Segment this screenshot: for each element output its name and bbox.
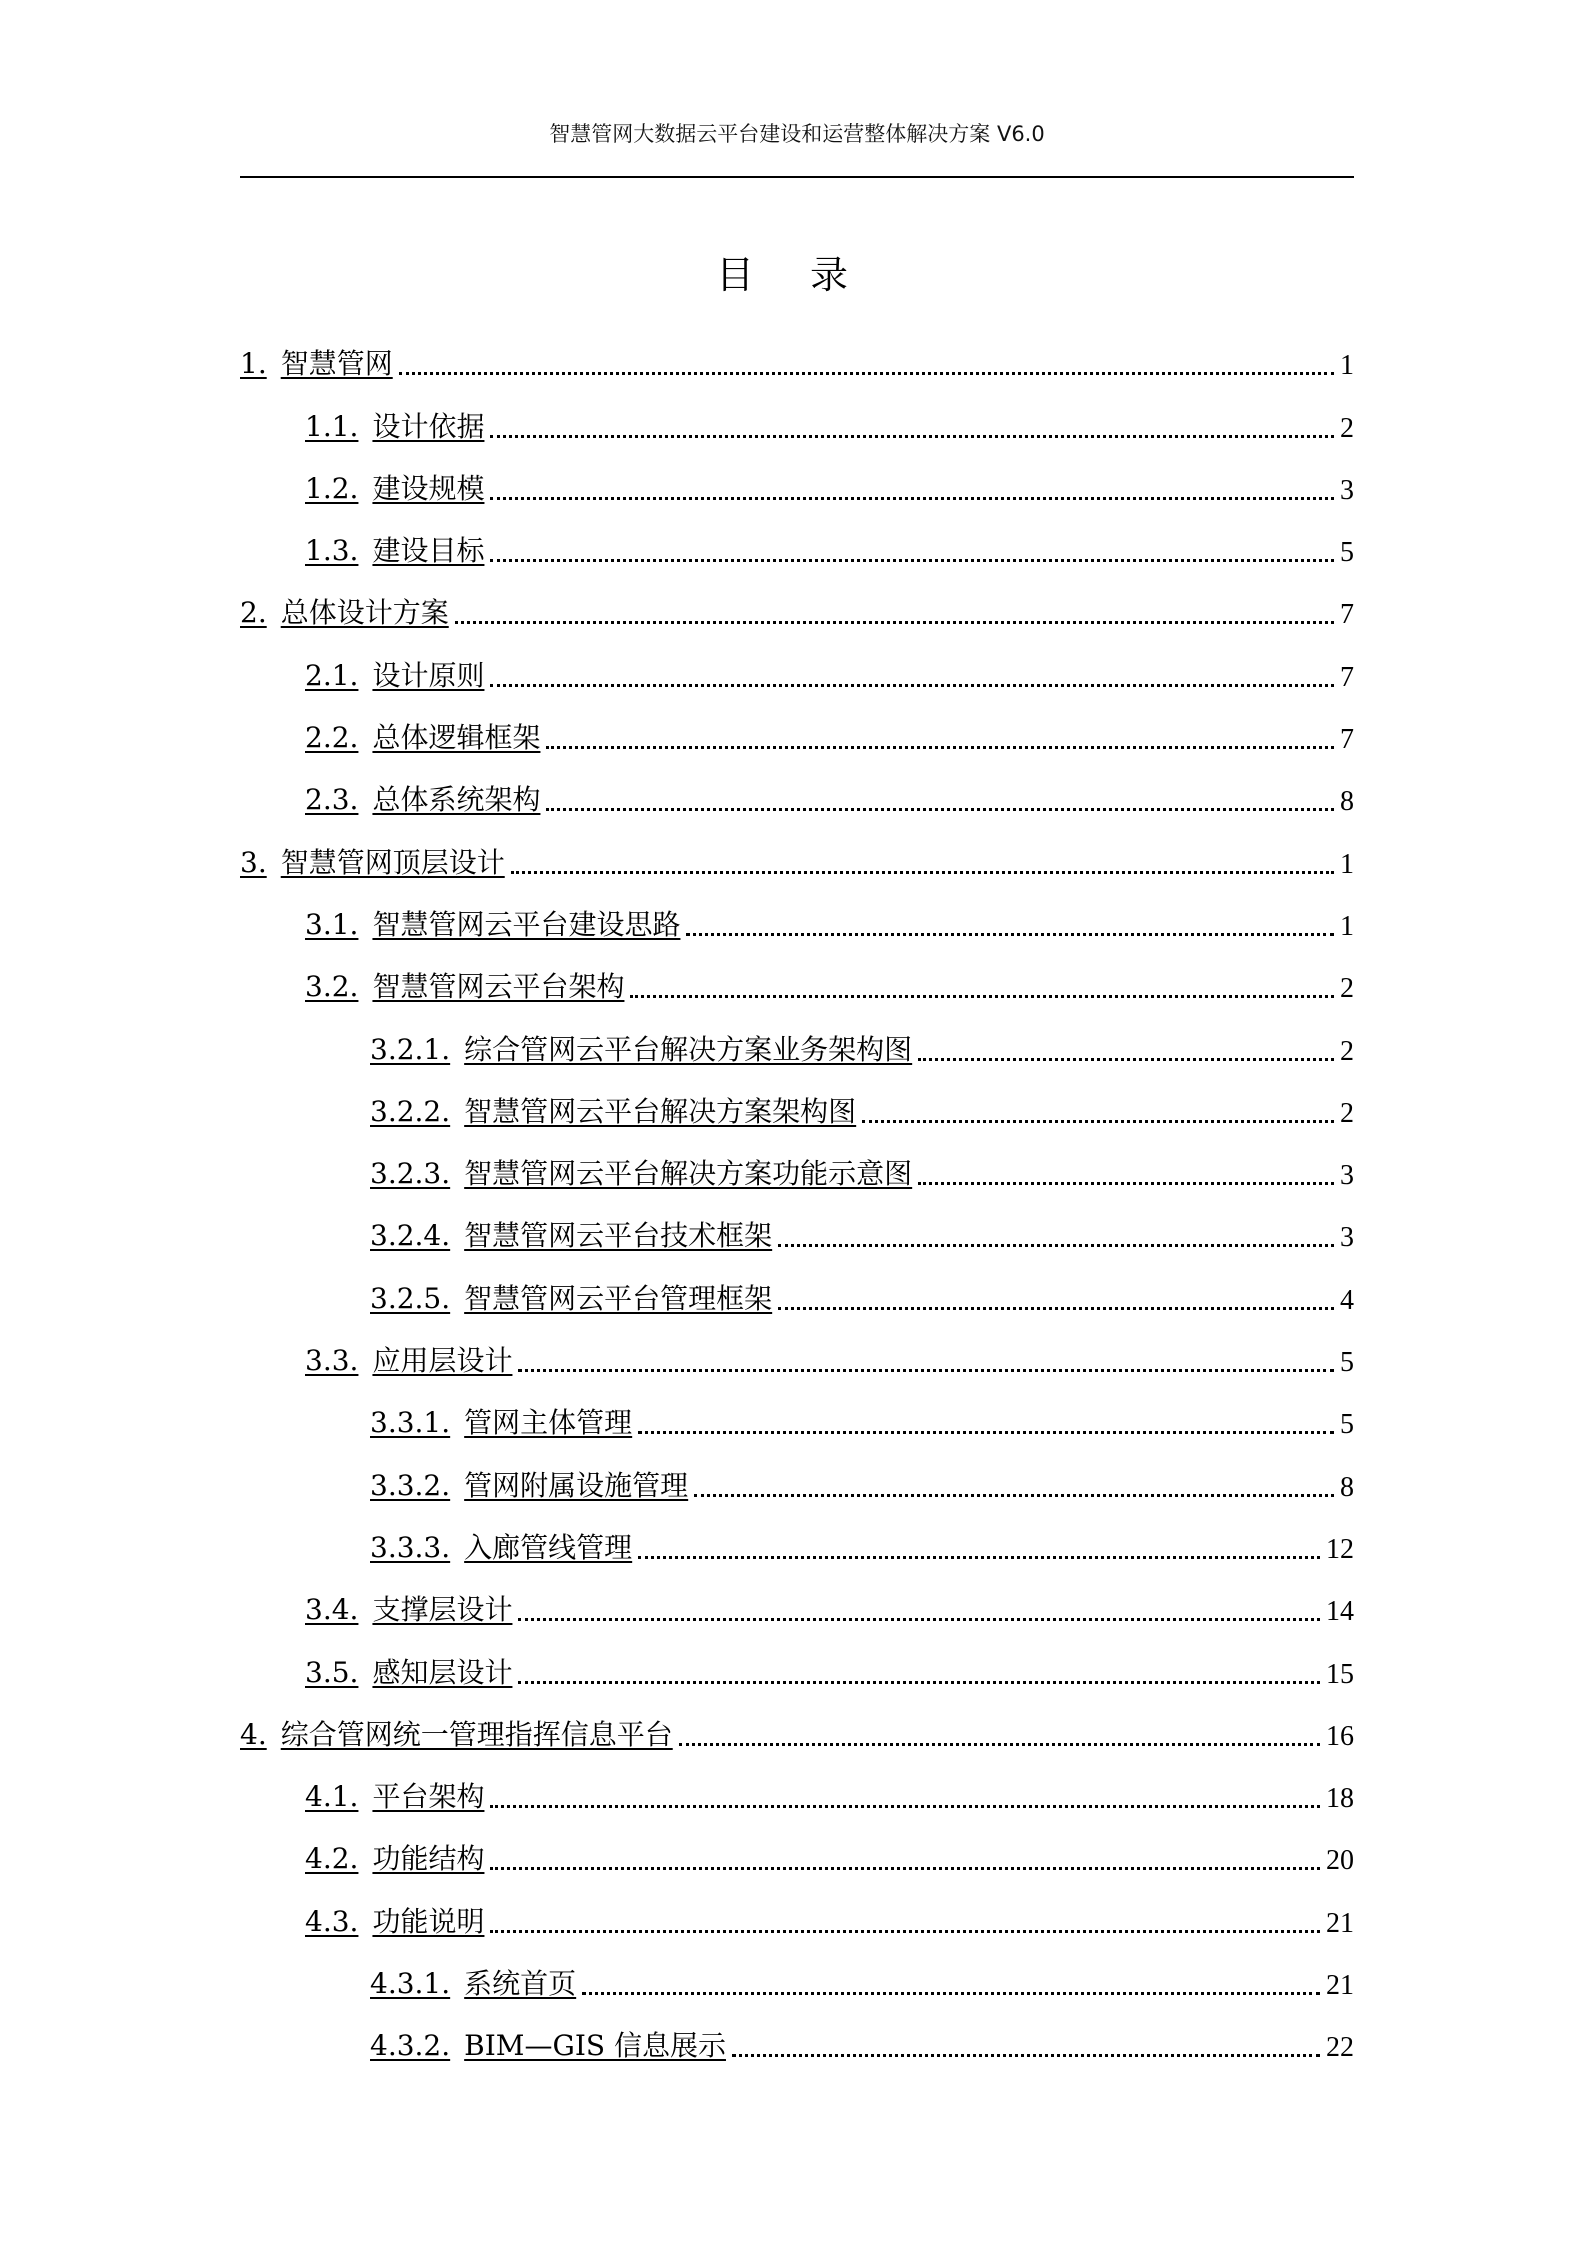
toc-entry[interactable] (240, 1630, 1354, 1692)
toc-entry-link[interactable] (370, 2024, 726, 2066)
toc-entry-number: 4.1. (305, 1780, 359, 1814)
dot-leader (686, 933, 1334, 936)
toc-entry-number: 3.2.5. (370, 1281, 451, 1315)
dot-leader (399, 372, 1334, 375)
toc-entry-page-number: 8 (1340, 786, 1354, 818)
toc-entry-page-number: 21 (1326, 1907, 1354, 1939)
toc-entry-link[interactable] (370, 1028, 912, 1070)
toc-entry-label: 智慧管网云平台架构 (372, 970, 625, 1004)
toc-entry-page-number: 1 (1340, 350, 1354, 382)
toc-entry[interactable] (240, 1381, 1354, 1443)
toc-entry-label: BIM—GIS 信息展示 (464, 2029, 726, 2063)
toc-entry[interactable] (240, 1693, 1354, 1755)
toc-entry[interactable] (240, 447, 1354, 509)
toc-entry-page-number: 12 (1326, 1533, 1354, 1565)
toc-entry-page-number: 16 (1326, 1720, 1354, 1752)
toc-entry[interactable] (240, 1007, 1354, 1069)
toc-entry-link[interactable] (370, 1962, 576, 2004)
toc-entry-number: 4.3.2. (370, 2029, 451, 2063)
toc-entry-label: 智慧管网云平台解决方案功能示意图 (464, 1157, 913, 1191)
dot-leader (490, 497, 1334, 500)
toc-entry-label: 总体逻辑框架 (372, 721, 541, 755)
dot-leader (490, 1805, 1320, 1808)
toc-entry-number: 4.3. (305, 1904, 359, 1938)
toc-entry[interactable] (240, 571, 1354, 633)
toc-entry-number: 4.3.1. (370, 1967, 451, 2001)
toc-entry-page-number: 21 (1326, 1970, 1354, 2002)
toc-entry[interactable] (240, 883, 1354, 945)
toc-entry-label: 综合管网统一管理指挥信息平台 (280, 1717, 673, 1751)
toc-entry[interactable] (240, 758, 1354, 820)
toc-entry-label: 智慧管网云平台管理框架 (464, 1281, 773, 1315)
dot-leader (546, 808, 1334, 811)
toc-entry[interactable] (240, 1319, 1354, 1381)
toc-entry[interactable] (240, 384, 1354, 446)
dot-leader (490, 559, 1334, 562)
toc-entry-link[interactable] (370, 1152, 912, 1194)
toc-entry[interactable] (240, 945, 1354, 1007)
toc-entry[interactable] (240, 1942, 1354, 2004)
toc-entry-link[interactable] (305, 1339, 512, 1381)
toc-entry-label: 智慧管网云平台解决方案架构图 (464, 1094, 857, 1128)
toc-entry-page-number: 20 (1326, 1845, 1354, 1877)
toc-entry-number: 1.3. (305, 534, 359, 568)
toc-title: 目 录 (715, 253, 871, 297)
dot-leader (630, 995, 1334, 998)
toc-entry-link[interactable] (240, 1713, 673, 1755)
toc-entry[interactable] (240, 1256, 1354, 1318)
toc-entry[interactable] (240, 696, 1354, 758)
dot-leader (490, 1930, 1320, 1933)
dot-leader (732, 2054, 1320, 2057)
toc-entry-link[interactable] (305, 405, 484, 447)
toc-entry-number: 3.4. (305, 1593, 359, 1627)
toc-entry-number: 3.5. (305, 1655, 359, 1689)
toc-entry-number: 4. (240, 1717, 267, 1751)
toc-entry-label: 管网附属设施管理 (464, 1468, 689, 1502)
toc-entry-number: 2.3. (305, 783, 359, 817)
toc-entry-link[interactable] (370, 1526, 632, 1568)
toc-entry-label: 功能结构 (372, 1842, 485, 1876)
toc-entry-label: 智慧管网顶层设计 (280, 845, 505, 879)
toc-entry-number: 3.2.2. (370, 1094, 451, 1128)
toc-entry[interactable] (240, 1443, 1354, 1505)
toc-entry-page-number: 15 (1326, 1658, 1354, 1690)
dot-leader (918, 1182, 1334, 1185)
toc-entry-page-number: 2 (1340, 1097, 1354, 1129)
toc-entry-link[interactable] (240, 342, 393, 384)
dot-leader (918, 1058, 1334, 1061)
dot-leader (546, 746, 1334, 749)
dot-leader (455, 621, 1334, 624)
toc-entry[interactable] (240, 1132, 1354, 1194)
toc-entry-label: 管网主体管理 (464, 1406, 633, 1440)
toc-entry-label: 入廊管线管理 (464, 1530, 633, 1564)
toc-entry-page-number: 5 (1340, 1347, 1354, 1379)
toc-entry-number: 3.3.3. (370, 1530, 451, 1564)
dot-leader (862, 1120, 1334, 1123)
toc-entry-label: 综合管网云平台解决方案业务架构图 (464, 1032, 913, 1066)
toc-entry-label: 智慧管网 (280, 347, 393, 381)
toc-entry-page-number: 18 (1326, 1783, 1354, 1815)
dot-leader (490, 684, 1334, 687)
toc-entry-label: 总体系统架构 (372, 783, 541, 817)
toc-entry-link[interactable] (305, 716, 540, 758)
toc-entry-number: 1.1. (305, 409, 359, 443)
toc-entry-page-number: 3 (1340, 1160, 1354, 1192)
toc-entry-label: 总体设计方案 (280, 596, 449, 630)
toc-entry-page-number: 2 (1340, 973, 1354, 1005)
toc-entry-link[interactable] (370, 1277, 772, 1319)
toc-entry-page-number: 3 (1340, 474, 1354, 506)
dot-leader (638, 1556, 1320, 1559)
toc-entry-label: 建设目标 (372, 534, 485, 568)
dot-leader (582, 1992, 1320, 1995)
toc-entry-number: 3.2. (305, 970, 359, 1004)
toc-entry-link[interactable] (370, 1090, 856, 1132)
toc-entry-label: 智慧管网云平台技术框架 (464, 1219, 773, 1253)
dot-leader (518, 1681, 1320, 1684)
toc-entry-label: 感知层设计 (372, 1655, 513, 1689)
toc-entry-page-number: 3 (1340, 1222, 1354, 1254)
toc-entry-page-number: 14 (1326, 1596, 1354, 1628)
toc-entry-label: 智慧管网云平台建设思路 (372, 907, 681, 941)
toc-entry-label: 应用层设计 (372, 1344, 513, 1378)
toc-entry-number: 3.3.1. (370, 1406, 451, 1440)
dot-leader (638, 1431, 1334, 1434)
toc-entry-page-number: 7 (1340, 599, 1354, 631)
toc-entry-number: 3.3.2. (370, 1468, 451, 1502)
toc-entry-link[interactable] (305, 1837, 484, 1879)
toc-entry-number: 3. (240, 845, 267, 879)
toc-entry-number: 1. (240, 347, 267, 381)
toc-entry-page-number: 5 (1340, 537, 1354, 569)
toc-entry-link[interactable] (305, 965, 624, 1007)
toc-entry-number: 1.2. (305, 471, 359, 505)
toc-entry-label: 功能说明 (372, 1904, 485, 1938)
toc-entry[interactable] (240, 1879, 1354, 1941)
table-of-contents (240, 322, 1354, 2066)
dot-leader (490, 435, 1334, 438)
toc-entry-number: 4.2. (305, 1842, 359, 1876)
toc-entry-page-number: 4 (1340, 1284, 1354, 1316)
toc-entry[interactable] (240, 1817, 1354, 1879)
toc-entry-link[interactable] (305, 529, 484, 571)
dot-leader (490, 1867, 1320, 1870)
toc-entry-number: 3.2.4. (370, 1219, 451, 1253)
dot-leader (511, 871, 1334, 874)
toc-entry-link[interactable] (305, 1775, 484, 1817)
dot-leader (694, 1494, 1334, 1497)
toc-entry-link[interactable] (240, 591, 449, 633)
header-rule (240, 176, 1354, 178)
toc-entry-label: 支撑层设计 (372, 1593, 513, 1627)
toc-entry[interactable] (240, 509, 1354, 571)
toc-entry[interactable] (240, 1194, 1354, 1256)
toc-entry-number: 3.3. (305, 1344, 359, 1378)
toc-entry-number: 2.2. (305, 721, 359, 755)
toc-entry-link[interactable] (305, 654, 484, 696)
toc-entry-link[interactable] (370, 1401, 632, 1443)
toc-entry-link[interactable] (305, 467, 484, 509)
toc-entry-page-number: 2 (1340, 412, 1354, 444)
toc-entry-page-number: 7 (1340, 724, 1354, 756)
toc-entry-link[interactable] (305, 1588, 512, 1630)
toc-entry-label: 建设规模 (372, 471, 485, 505)
toc-entry-label: 设计依据 (372, 409, 485, 443)
toc-entry[interactable] (240, 1755, 1354, 1817)
toc-entry[interactable] (240, 820, 1354, 882)
toc-entry-number: 3.2.3. (370, 1157, 451, 1191)
toc-entry-link[interactable] (305, 903, 680, 945)
toc-entry-link[interactable] (370, 1464, 688, 1506)
dot-leader (679, 1743, 1320, 1746)
dot-leader (778, 1307, 1334, 1310)
toc-entry-page-number: 5 (1340, 1409, 1354, 1441)
toc-entry-link[interactable] (370, 1214, 772, 1256)
toc-entry[interactable] (240, 1070, 1354, 1132)
toc-entry-page-number: 1 (1340, 848, 1354, 880)
toc-entry[interactable] (240, 322, 1354, 384)
toc-entry-page-number: 2 (1340, 1035, 1354, 1067)
toc-entry-page-number: 8 (1340, 1471, 1354, 1503)
toc-entry-label: 设计原则 (372, 658, 485, 692)
dot-leader (518, 1369, 1334, 1372)
toc-entry-label: 平台架构 (372, 1780, 485, 1814)
toc-entry[interactable] (240, 633, 1354, 695)
toc-entry-label: 系统首页 (464, 1967, 577, 2001)
dot-leader (778, 1244, 1334, 1247)
page-header: 智慧管网大数据云平台建设和运营整体解决方案 V6.0 (549, 122, 1045, 146)
toc-entry-link[interactable] (305, 1651, 512, 1693)
toc-entry-page-number: 7 (1340, 661, 1354, 693)
dot-leader (518, 1618, 1320, 1621)
toc-entry-page-number: 22 (1326, 2032, 1354, 2064)
toc-entry-number: 3.1. (305, 907, 359, 941)
toc-entry-page-number: 1 (1340, 910, 1354, 942)
toc-entry-number: 2. (240, 596, 267, 630)
toc-entry-number: 3.2.1. (370, 1032, 451, 1066)
toc-entry-number: 2.1. (305, 658, 359, 692)
toc-entry[interactable] (240, 2004, 1354, 2066)
toc-entry[interactable] (240, 1506, 1354, 1568)
toc-entry-link[interactable] (305, 1900, 484, 1942)
toc-entry-link[interactable] (240, 841, 505, 883)
toc-entry-link[interactable] (305, 778, 540, 820)
toc-entry[interactable] (240, 1568, 1354, 1630)
